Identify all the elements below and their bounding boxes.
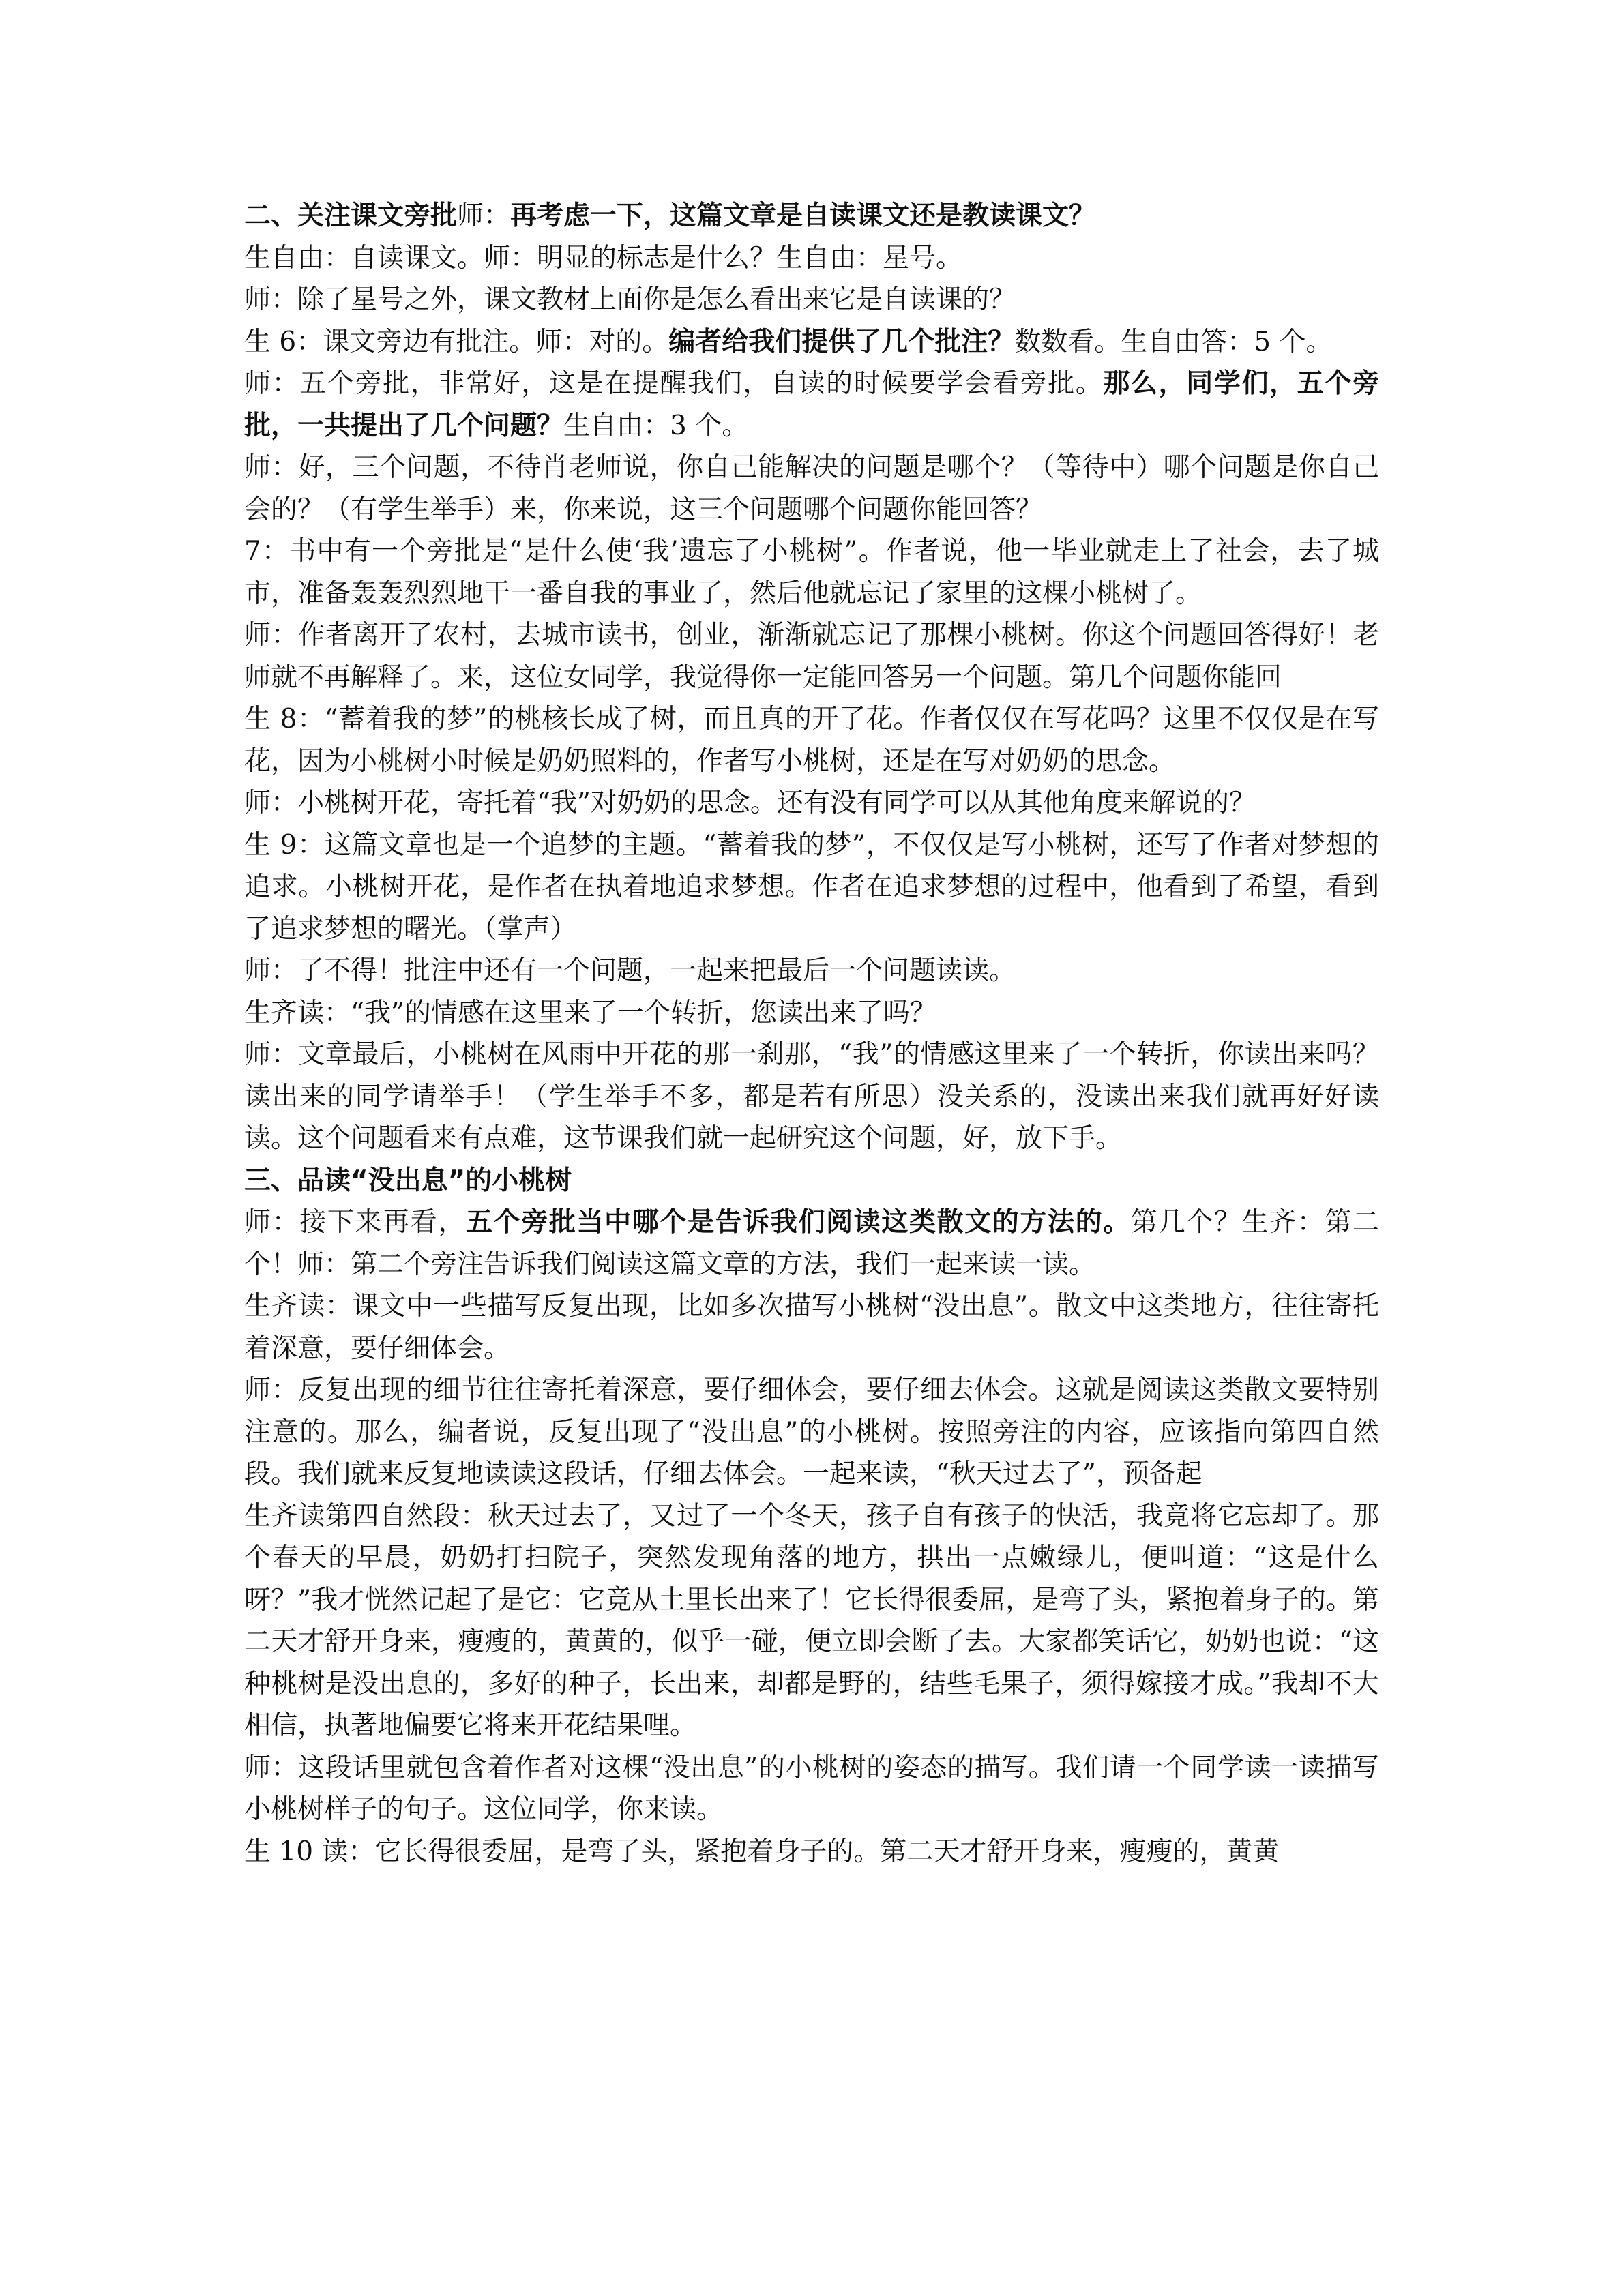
bold-text-run: 二、关注课文旁批 [244,200,458,231]
document-body [244,195,1379,1873]
text-run: 7：书中有一个旁批是“是什么使‘我’遗忘了小桃树”。作者说，他一毕业就走上了社会，去了城市，准备轰轰烈烈地干一番自我的事业了，然后他就忘记了家里的这棵小桃树了。 [244,536,1379,609]
paragraph [244,531,1379,614]
paragraph [244,321,1379,363]
paragraph [244,237,1379,280]
paragraph [244,447,1379,531]
paragraph [244,1369,1379,1495]
paragraph [244,279,1379,321]
paragraph [244,1160,1379,1202]
paragraph [244,1202,1379,1285]
text-run: 师：反复出现的细节往往寄托着深意，要仔细体会，要仔细去体会。这就是阅读这类散文要特别注意的。那么，编者说，反复出现了“没出息”的小桃树。按照旁注的内容，应该指向第四自然段。我们就来反复地读读这段话，仔细去体会。一起来读，“秋天过去了”，预备起 [244,1375,1379,1489]
text-run: 生齐读第四自然段：秋天过去了，又过了一个冬天，孩子自有孩子的快活，我竟将它忘却了。那个春天的早晨，奶奶打扫院子，突然发现角落的地方，拱出一点嫩绿儿，便叫道：“这是什么呀？”我才恍然记起了是它：它竟从土里长出来了！它长得很委屈，是弯了头，紧抱着身子的。第二天才舒开身来，瘦瘦的，黄黄的，似乎一碰，便立即会断了去。大家都笑话它，奶奶也说：“这种桃树是没出息的，多好的种子，长出来，却都是野的，结些毛果子，须得嫁接才成。”我却不大相信，执著地偏要它将来开花结果哩。 [244,1500,1379,1741]
text-run: 师：这段话里就包含着作者对这棵“没出息”的小桃树的姿态的描写。我们请一个同学读一读描写小桃树样子的句子。这位同学，你来读。 [244,1752,1379,1825]
paragraph [244,992,1379,1034]
paragraph [244,824,1379,951]
paragraph [244,614,1379,698]
text-run: 生齐读：“我”的情感在这里来了一个转折，您读出来了吗？ [244,997,936,1028]
bold-text-run: 三、品读“没出息”的小桃树 [244,1165,572,1196]
text-run: 师：五个旁批，非常好，这是在提醒我们，自读的时候要学会看旁批。 [244,368,1104,399]
text-run: 生 9：这篇文章也是一个追梦的主题。“蓄着我的梦”，不仅仅是写小桃树，还写了作者对梦想的追求。小桃树开花，是作者在执着地追求梦想。作者在追求梦想的过程中，他看到了希望，看到了追求梦想的曙光。（掌声） [244,829,1379,944]
bold-text-run: 那么，同学们，五个旁批，一共提出了几个问题？ [244,368,1379,441]
text-run: 第几个？生齐：第二个！师：第二个旁注告诉我们阅读这篇文章的方法，我们一起来读一读。 [244,1207,1379,1280]
paragraph [244,1495,1379,1747]
text-run: 师：接下来再看， [244,1207,466,1238]
bold-text-run: 再考虑一下，这篇文章是自读课文还是教读课文？ [510,200,1096,231]
paragraph [244,1747,1379,1831]
text-run: 生 10 读：它长得很委屈，是弯了头，紧抱着身子的。第二天才舒开身来，瘦瘦的，黄黄 [244,1836,1280,1867]
paragraph [244,1034,1379,1160]
text-run: 师： [457,200,511,231]
paragraph [244,698,1379,782]
text-run: 数数看。生自由答：5 个。 [1014,326,1333,357]
paragraph [244,1831,1379,1873]
text-run: 生齐读：课文中一些描写反复出现，比如多次描写小桃树“没出息”。散文中这类地方，往往寄托着深意，要仔细体会。 [244,1291,1379,1364]
text-run: 生 8：“蓄着我的梦”的桃核长成了树，而且真的开了花。作者仅仅在写花吗？这里不仅仅是在写花，因为小桃树小时候是奶奶照料的，作者写小桃树，还是在写对奶奶的思念。 [244,704,1379,777]
paragraph [244,1285,1379,1369]
text-run: 师：了不得！批注中还有一个问题，一起来把最后一个问题读读。 [244,955,1016,986]
text-run: 师：好，三个问题，不待肖老师说，你自己能解决的问题是哪个？（等待中）哪个问题是你自己会的？（有学生举手）来，你来说，这三个问题哪个问题你能回答？ [244,452,1379,525]
paragraph [244,363,1379,447]
bold-text-run: 编者给我们提供了几个批注？ [668,326,1015,357]
text-run: 师：除了星号之外，课文教材上面你是怎么看出来它是自读课的？ [244,284,1016,315]
text-run: 生自由：自读课文。师：明显的标志是什么？生自由：星号。 [244,242,963,273]
text-run: 生 6：课文旁边有批注。师：对的。 [244,326,669,357]
text-run: 师：文章最后，小桃树在风雨中开花的那一刹那，“我”的情感这里来了一个转折，你读出来吗？读出来的同学请举手！（学生举手不多，都是若有所思）没关系的，没读出来我们就再好好读读。这个问题看来有点难，这节课我们就一起研究这个问题，好，放下手。 [244,1039,1379,1154]
paragraph [244,782,1379,824]
bold-text-run: 五个旁批当中哪个是告诉我们阅读这类散文的方法的。 [466,1207,1131,1238]
text-run: 师：作者离开了农村，去城市读书，创业，渐渐就忘记了那棵小桃树。你这个问题回答得好！老师就不再解释了。来，这位女同学，我觉得你一定能回答另一个问题。第几个问题你能回 [244,620,1379,693]
text-run: 师：小桃树开花，寄托着“我”对奶奶的思念。还有没有同学可以从其他角度来解说的？ [244,788,1256,818]
paragraph [244,195,1379,237]
text-run: 生自由：3 个。 [563,410,749,441]
paragraph [244,950,1379,992]
